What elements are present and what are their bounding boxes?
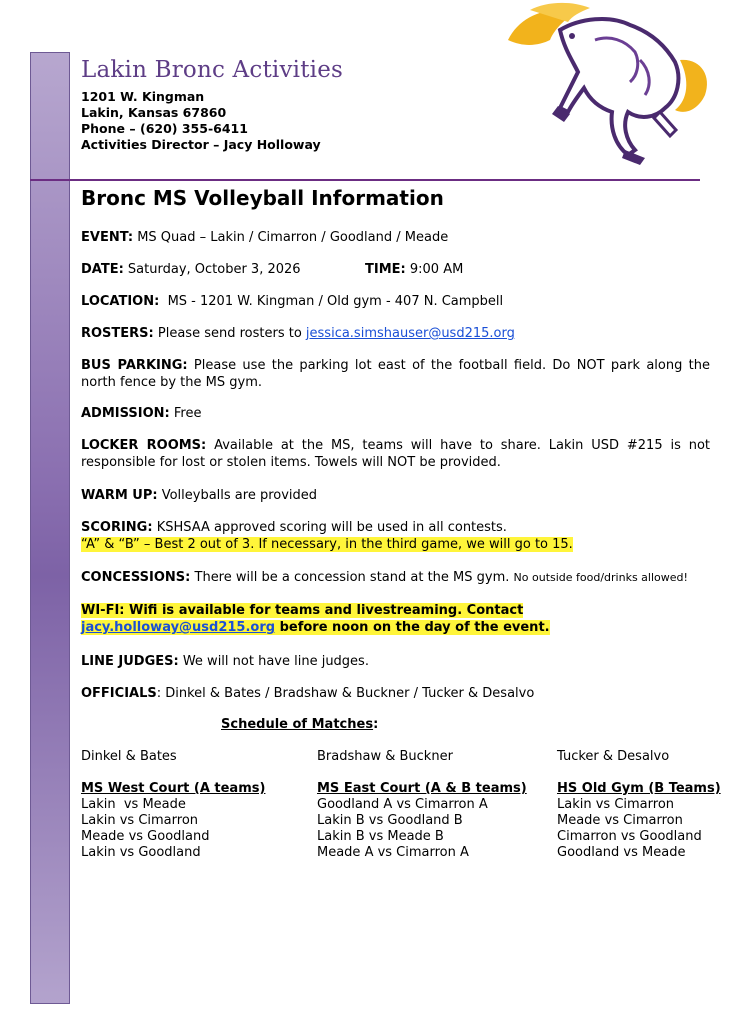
concessions-label: CONCESSIONS:: [81, 570, 191, 585]
wifi-text-2: before noon on the day of the event.: [275, 620, 550, 635]
match-item: Lakin vs Cimarron: [557, 797, 675, 812]
locker-rooms-line: [81, 437, 710, 471]
wifi-email-link[interactable]: jacy.holloway@usd215.org: [81, 620, 276, 635]
match-item: Lakin vs Meade: [81, 797, 186, 812]
court-heading: MS West Court (A teams): [81, 781, 266, 796]
scoring-line: [81, 519, 710, 553]
schedule-heading-text: Schedule of Matches: [221, 717, 374, 732]
schedule-heading-colon: :: [373, 717, 379, 732]
schedule-heading: [221, 717, 378, 732]
court-heading: HS Old Gym (B Teams): [557, 781, 721, 796]
event-value: MS Quad – Lakin / Cimarron / Goodland / Meade: [133, 230, 449, 245]
admission-value: Free: [169, 406, 202, 421]
match-item: Meade vs Cimarron: [557, 813, 683, 828]
time-line: [365, 261, 565, 278]
warmup-label: WARM UP:: [81, 488, 158, 503]
doc-title: Bronc MS Volleyball Information: [81, 186, 444, 210]
rosters-email-link[interactable]: jessica.simshauser@usd215.org: [305, 326, 515, 341]
match-item: Goodland vs Meade: [557, 845, 686, 860]
bronco-horse-logo-icon: [500, 0, 715, 170]
wifi-text-1: WI-FI: Wifi is available for teams and livestreaming. Contact: [81, 603, 524, 618]
concessions-value: There will be a concession stand at the MS gym.: [190, 570, 514, 585]
match-item: Lakin vs Cimarron: [81, 813, 199, 828]
line-judges-line: [81, 653, 710, 670]
location-label: LOCATION:: [81, 294, 160, 309]
column-officials: Tucker & Desalvo: [557, 749, 670, 764]
address-line-1: 1201 W. Kingman: [81, 89, 205, 104]
warmup-line: [81, 487, 710, 504]
event-line: [81, 229, 710, 246]
column-officials: Dinkel & Bates: [81, 749, 177, 764]
officials-label: OFFICIALS: [81, 686, 157, 701]
concessions-line: [81, 569, 710, 586]
match-item: Lakin B vs Meade B: [317, 829, 444, 844]
location-line: [81, 293, 710, 310]
match-item: Lakin vs Goodland: [81, 845, 201, 860]
time-value: 9:00 AM: [405, 262, 464, 277]
schedule-column-3: [557, 749, 721, 861]
director-line: Activities Director – Jacy Holloway: [81, 137, 321, 152]
court-heading: MS East Court (A & B teams): [317, 781, 527, 796]
officials-line: [81, 685, 710, 702]
time-label: TIME:: [365, 262, 406, 277]
match-item: Meade A vs Cimarron A: [317, 845, 469, 860]
rosters-label: ROSTERS:: [81, 326, 154, 341]
match-item: Meade vs Goodland: [81, 829, 210, 844]
scoring-label: SCORING:: [81, 520, 153, 535]
bus-label: BUS PARKING:: [81, 358, 188, 373]
locker-label: LOCKER ROOMS:: [81, 438, 207, 453]
line-judges-value: We will not have line judges.: [178, 654, 369, 669]
match-item: Lakin B vs Goodland B: [317, 813, 463, 828]
bus-value: Please use the parking lot east of the football field. Do NOT park along the north fence by the MS gym.: [81, 358, 710, 390]
match-item: Cimarron vs Goodland: [557, 829, 702, 844]
column-officials: Bradshaw & Buckner: [317, 749, 453, 764]
rosters-value: Please send rosters to: [153, 326, 306, 341]
scoring-value: KSHSAA approved scoring will be used in all contests.: [152, 520, 507, 535]
officials-value: : Dinkel & Bates / Bradshaw & Buckner / Tucker & Desalvo: [156, 686, 535, 701]
line-judges-label: LINE JUDGES:: [81, 654, 179, 669]
concessions-note: No outside food/drinks allowed!: [513, 571, 688, 584]
admission-line: [81, 405, 710, 422]
phone-line: Phone – (620) 355-6411: [81, 121, 248, 136]
match-item: Goodland A vs Cimarron A: [317, 797, 488, 812]
bus-parking-line: [81, 357, 710, 391]
wifi-line: [81, 602, 710, 636]
address-line-2: Lakin, Kansas 67860: [81, 105, 227, 120]
event-label: EVENT:: [81, 230, 134, 245]
rosters-line: [81, 325, 710, 342]
admission-label: ADMISSION:: [81, 406, 170, 421]
locker-value: Available at the MS, teams will have to share. Lakin USD #215 is not responsible for lost or stolen items. Towels will NOT be provided.: [81, 438, 710, 470]
date-label: DATE:: [81, 262, 124, 277]
header-rule: [30, 179, 700, 181]
schedule-column-1: [81, 749, 265, 861]
scoring-note: “A” & “B” – Best 2 out of 3. If necessary, in the third game, we will go to 15.: [81, 537, 573, 552]
org-title: Lakin Bronc Activities: [81, 57, 344, 83]
sidebar-bar: [30, 52, 70, 1004]
schedule-column-2: [317, 749, 527, 861]
warmup-value: Volleyballs are provided: [157, 488, 318, 503]
location-value: MS - 1201 W. Kingman / Old gym - 407 N. Campbell: [159, 294, 504, 309]
date-value: Saturday, October 3, 2026: [123, 262, 301, 277]
